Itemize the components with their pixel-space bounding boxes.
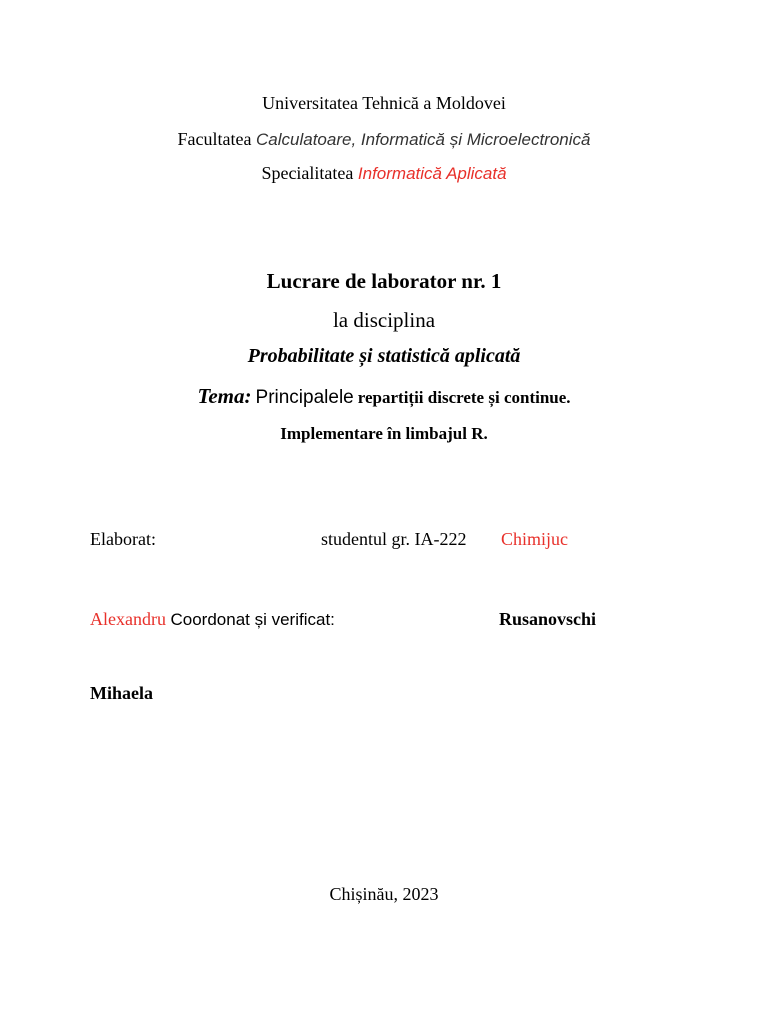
coordinator-label: Coordonat și verificat: <box>170 610 335 629</box>
faculty-name: Calculatoare, Informatică și Microelectronică <box>256 130 591 149</box>
implementation-line: Implementare în limbajul R. <box>280 424 488 443</box>
theme-rest: repartiții discrete și continue. <box>357 388 571 407</box>
theme-line <box>0 384 768 409</box>
university-name: Universitatea Tehnică a Moldovei <box>262 93 506 113</box>
coordinator-name: Mihaela <box>90 683 153 703</box>
student-surname: Chimijuc <box>501 529 568 549</box>
specialty-line <box>0 163 768 184</box>
discipline-name: Probabilitate și statistică aplicată <box>247 345 521 367</box>
elaborated-label: Elaborat: <box>90 529 156 549</box>
theme-main: Principalele <box>255 387 354 408</box>
faculty-label: Facultatea <box>177 129 252 149</box>
coordinator-surname: Rusanovschi <box>499 609 597 629</box>
discipline-label: la disciplina <box>332 308 436 332</box>
faculty-line <box>0 129 768 150</box>
place-year: Chișinău, 2023 <box>329 884 439 904</box>
work-title: Lucrare de laborator nr. 1 <box>266 269 502 293</box>
specialty-label: Specialitatea <box>261 163 354 183</box>
theme-label: Tema: <box>197 384 252 408</box>
student-group-label: studentul gr. IA-222 <box>321 529 467 549</box>
student-name: Alexandru <box>90 609 166 629</box>
student-name-coordinator-line <box>90 609 335 630</box>
specialty-name: Informatică Aplicată <box>357 164 507 183</box>
